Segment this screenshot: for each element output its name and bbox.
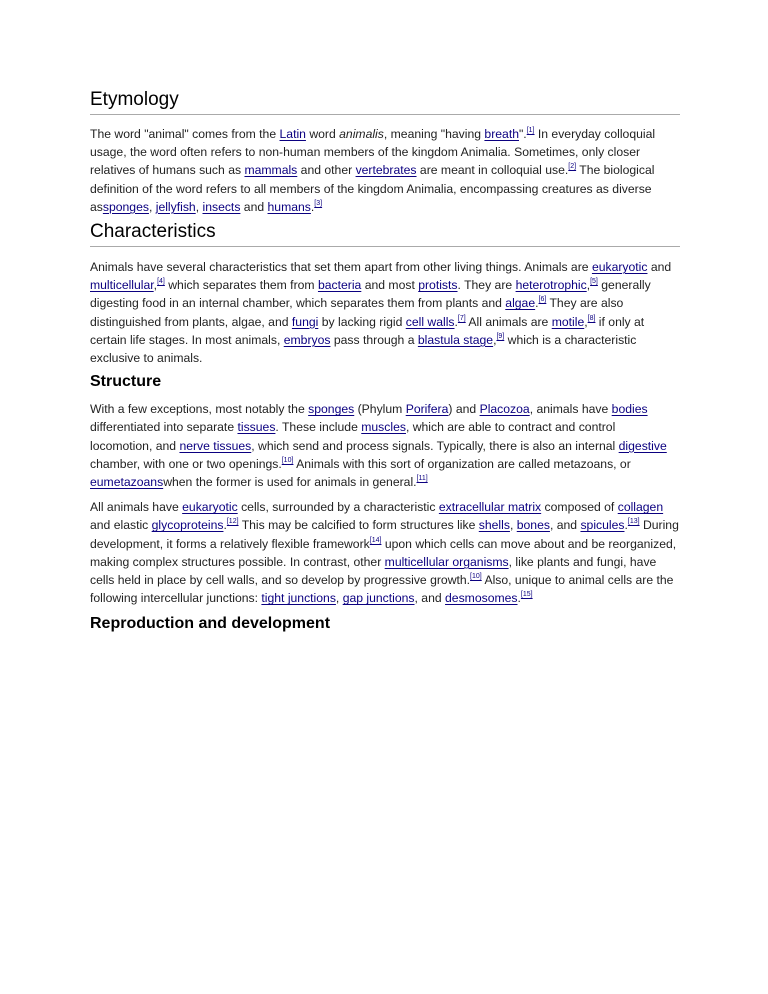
text-run: .	[535, 296, 539, 311]
citation-link[interactable]: [2]	[568, 163, 577, 171]
link-desmosomes[interactable]: desmosomes	[445, 591, 518, 606]
text-run: upon which cells can move about and be reorganized, making complex structures possible. In contrast, other	[90, 536, 677, 569]
text-run: (Phylum	[354, 402, 406, 417]
link-breath[interactable]: breath	[484, 127, 519, 141]
citation-10b	[470, 573, 482, 580]
citation-link[interactable]: [13]	[627, 518, 640, 526]
link-bacteria[interactable]: bacteria	[317, 278, 362, 293]
text-run: The biological definition of the word refers to all members of the kingdom Animalia, encompassing creatures as diverse as	[90, 163, 655, 214]
text-run: , and	[414, 591, 446, 606]
text-run: With a few exceptions, most notably the	[90, 402, 309, 417]
citation-2	[568, 163, 576, 170]
text-run: which is a characteristic exclusive to animals.	[90, 332, 637, 366]
link-multicellular[interactable]: multicellular	[90, 278, 154, 293]
citation-11	[417, 475, 428, 482]
text-run: . They are	[457, 278, 516, 293]
text-run: which separates them from	[164, 278, 318, 293]
text-run: This may be calcified to form structures like	[238, 518, 479, 533]
link-sponges[interactable]: sponges	[102, 199, 149, 214]
link-muscles[interactable]: muscles	[361, 420, 406, 435]
citation-link[interactable]: [5]	[590, 278, 598, 286]
link-latin[interactable]: Latin	[279, 127, 306, 141]
text-run: , meaning "having	[383, 127, 485, 141]
text-run: .	[454, 314, 458, 329]
text-run: and most	[361, 278, 419, 293]
citation-link[interactable]: [12]	[226, 518, 239, 526]
citation-13	[628, 518, 640, 525]
heading-etymology: Etymology	[90, 88, 680, 115]
term-animalis: animalis	[339, 127, 384, 141]
citation-link[interactable]: [15]	[520, 591, 533, 599]
text-run: , like plants and fungi, have cells held in place by cell walls, and so develop by progressive growth.	[90, 554, 657, 588]
text-run: .	[310, 199, 315, 214]
text-run: cells, surrounded by a characteristic	[237, 500, 439, 515]
text-run: generally digesting food in an internal chamber, which separates them from plants and	[90, 278, 651, 311]
link-eukaryotic[interactable]: eukaryotic	[182, 500, 238, 515]
link-bodies[interactable]: bodies	[611, 402, 648, 417]
link-mammals[interactable]: mammals	[244, 163, 298, 178]
text-run: , and	[549, 518, 581, 533]
link-vertebrates[interactable]: vertebrates	[355, 163, 417, 178]
paragraph-etymology	[90, 125, 680, 216]
text-run: In everyday colloquial usage, the word often refers to non-human members of the kingdom Animalia. Sometimes, only closer relatives of humans such as	[90, 127, 656, 178]
text-run: , animals have	[529, 402, 612, 417]
citation-link[interactable]: [3]	[314, 199, 323, 207]
text-run: ,	[148, 199, 156, 214]
citation-15	[521, 591, 533, 598]
citation-4	[157, 278, 165, 285]
link-tissues[interactable]: tissues	[237, 420, 276, 435]
text-run: , which are able to contract and control locomotion, and	[90, 420, 616, 453]
heading-reproduction: Reproduction and development	[90, 615, 331, 633]
text-run: During development, it forms a relatively flexible framework	[90, 518, 679, 551]
text-run: . These include	[275, 420, 362, 435]
text-run: ,	[586, 278, 591, 293]
link-bones[interactable]: bones	[516, 518, 550, 533]
text-run: composed of	[541, 500, 618, 515]
link-collagen[interactable]: collagen	[617, 500, 664, 515]
text-run: They are also distinguished from plants, algae, and	[90, 296, 624, 329]
text-run: .	[624, 518, 628, 533]
heading-characteristics: Characteristics	[90, 220, 680, 247]
text-run: chamber, with one or two openings.	[90, 456, 282, 471]
article-body	[90, 86, 680, 634]
text-run: and	[240, 199, 268, 214]
citation-14	[370, 537, 382, 544]
link-protists[interactable]: protists	[418, 278, 458, 293]
link-motile[interactable]: motile	[551, 314, 585, 329]
text-run: and elastic	[90, 518, 152, 533]
text-run: , which send and process signals. Typically, there is also an internal	[251, 438, 619, 453]
citation-1	[527, 127, 535, 134]
text-run: when the former is used for animals in general.	[163, 475, 417, 490]
link-insects[interactable]: insects	[202, 199, 241, 214]
text-run: .	[223, 518, 227, 533]
citation-link[interactable]: [9]	[496, 332, 505, 340]
text-run: by lacking rigid	[318, 314, 406, 329]
link-spicules[interactable]: spicules	[580, 518, 625, 533]
link-eumetazoans[interactable]: eumetazoans	[90, 475, 164, 490]
link-extracellular-matrix[interactable]: extracellular matrix	[438, 500, 542, 515]
heading-structure: Structure	[90, 373, 162, 391]
link-gap-junctions[interactable]: gap junctions	[342, 591, 415, 606]
link-jellyfish[interactable]: jellyfish	[155, 199, 196, 214]
citation-3	[314, 200, 322, 207]
text-run: Also, unique to animal cells are the following intercellular junctions:	[90, 573, 674, 606]
text-run: if only at certain life stages. In most animals,	[90, 314, 645, 347]
text-run: ,	[195, 199, 203, 214]
text-run: Animals with this sort of organization are called metazoans, or	[293, 456, 631, 471]
paragraph-structure-2	[90, 498, 680, 607]
text-run: and	[647, 260, 672, 275]
citation-link[interactable]: [6]	[538, 296, 547, 304]
citation-link[interactable]: [7]	[457, 314, 466, 322]
link-cell-walls[interactable]: cell walls	[405, 314, 455, 329]
citation-link[interactable]: [14]	[369, 536, 382, 544]
link-sponges[interactable]: sponges	[308, 402, 355, 417]
citation-link[interactable]: [10]	[281, 456, 294, 464]
link-heterotrophic[interactable]: heterotrophic	[515, 278, 587, 293]
text-run: ,	[335, 591, 343, 606]
citation-link[interactable]: [1]	[526, 127, 535, 134]
text-run: and other	[297, 163, 356, 178]
link-algae[interactable]: algae	[505, 296, 536, 311]
text-run: The word "animal" comes from the	[90, 127, 280, 141]
link-digestive[interactable]: digestive	[618, 438, 667, 453]
citation-7	[458, 315, 466, 322]
citation-link[interactable]: [8]	[587, 314, 596, 322]
link-shells[interactable]: shells	[478, 518, 510, 533]
text-run: ,	[493, 332, 497, 347]
text-run: ,	[153, 278, 158, 293]
link-multicellular-organisms[interactable]: multicellular organisms	[384, 554, 509, 569]
link-fungi[interactable]: fungi	[291, 314, 319, 329]
link-placozoa[interactable]: Placozoa	[479, 402, 530, 417]
citation-10	[282, 457, 294, 464]
citation-link[interactable]: [11]	[416, 475, 428, 483]
paragraph-structure-1	[90, 400, 680, 491]
paragraph-characteristics	[90, 258, 680, 367]
text-run: ,	[584, 314, 588, 329]
text-run: pass through a	[330, 332, 418, 347]
citation-link[interactable]: [4]	[157, 278, 165, 286]
link-tight-junctions[interactable]: tight junctions	[261, 591, 336, 606]
text-run: Animals have several characteristics that set them apart from other living things. Animals are	[90, 260, 592, 275]
text-run: ) and	[448, 402, 480, 417]
citation-12	[227, 518, 239, 525]
citation-link[interactable]: [10]	[470, 573, 482, 581]
text-run: .	[517, 591, 521, 606]
text-run: ,	[509, 518, 517, 533]
text-run: All animals have	[90, 500, 183, 515]
text-run: ".	[518, 127, 527, 141]
link-eukaryotic[interactable]: eukaryotic	[591, 260, 648, 275]
text-run: All animals are	[465, 314, 552, 329]
text-run: word	[305, 127, 340, 141]
link-embryos[interactable]: embryos	[283, 332, 331, 347]
link-glycoproteins[interactable]: glycoproteins	[151, 518, 224, 533]
citation-5	[590, 278, 598, 285]
link-blastula-stage[interactable]: blastula stage	[417, 332, 494, 347]
text-run: are meant in colloquial use.	[416, 163, 569, 178]
link-porifera[interactable]: Porifera	[405, 402, 449, 417]
text-run: differentiated into separate	[90, 420, 238, 435]
link-nerve-tissues[interactable]: nerve tissues	[179, 438, 252, 453]
link-humans[interactable]: humans	[267, 199, 311, 214]
